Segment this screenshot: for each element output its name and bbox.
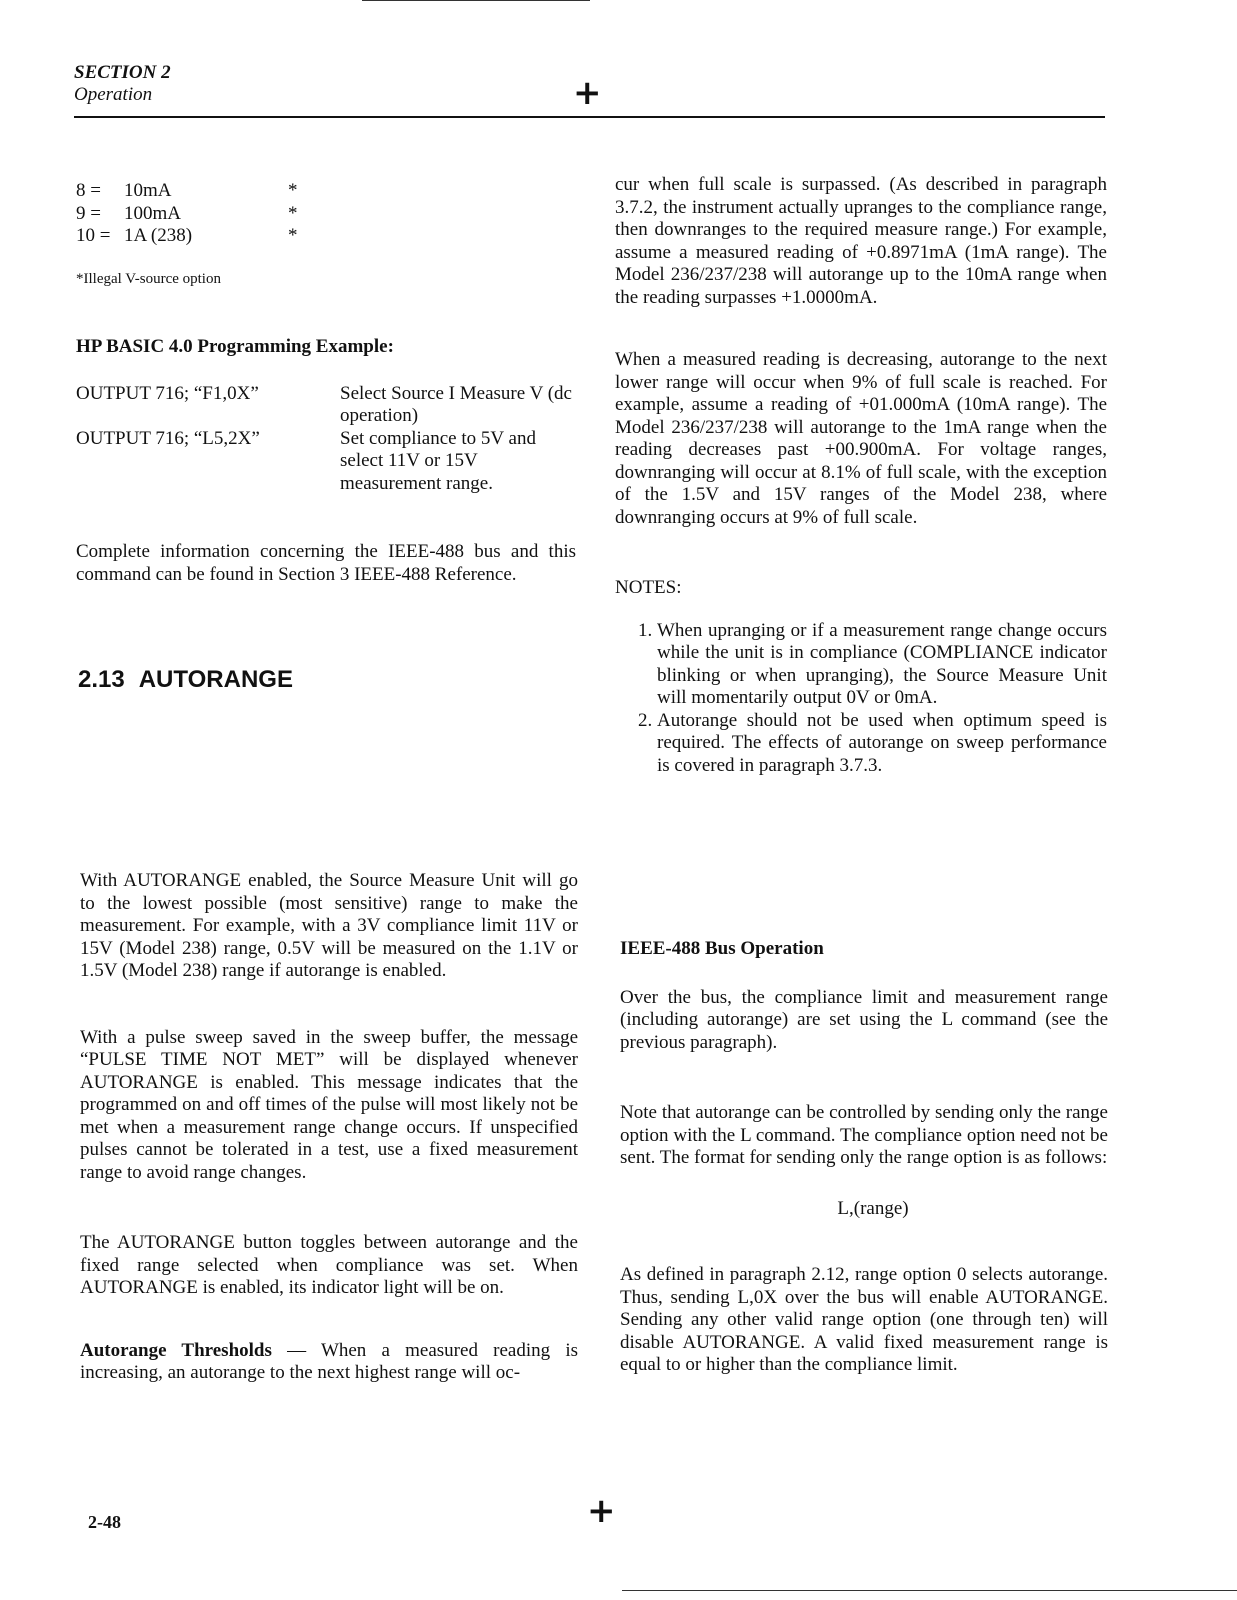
range-value: 100mA xyxy=(124,202,181,224)
right-column-top xyxy=(615,174,1107,777)
example-row xyxy=(76,428,576,496)
table-row xyxy=(76,203,298,226)
registration-mark-top: + xyxy=(573,73,602,113)
autorange-paragraph-2: With a pulse sweep saved in the sweep buffer, the message “PULSE TIME NOT MET” will be displayed whenever AUTORANGE is enabled. This message indicates that the programmed on and off times of the pulse will most likely not be met when a measurement range change occurs. If unspecified pulses cannot be tolerated in a test, use a fixed measurement range to avoid range changes. xyxy=(80,1026,578,1183)
section-number: 2.13 xyxy=(78,666,125,693)
range-code: 10 = xyxy=(76,225,111,246)
table-row xyxy=(76,180,298,203)
range-mark: * xyxy=(288,225,298,246)
decreasing-paragraph: When a measured reading is decreasing, autorange to the next lower range will occur when 9% of full scale is reached. For example, assume a reading of +01.000mA (10mA range). The Model 236/237/238 will autorange to the 1mA range when the reading decreases past +00.900mA. For voltage ranges, downranging will occur at 8.1% of full scale, with the exception of the 1.5V and 15V ranges of the Model 238, where downranging occurs at 9% of full scale. xyxy=(615,349,1107,528)
ieee-paragraph-2: Note that autorange can be controlled by sending only the range option with the L command. The compliance option need not be sent. The format for sending only the range option is as follows: xyxy=(620,1102,1108,1168)
thresholds-paragraph xyxy=(80,1340,578,1385)
table-row xyxy=(76,225,298,248)
autorange-paragraph-3: The AUTORANGE button toggles between autorange and the fixed range selected when compliance was set. When AUTORANGE is enabled, its indicator light will be on. xyxy=(80,1232,578,1298)
example-command: OUTPUT 716; “F1,0X” xyxy=(76,382,259,404)
section-title: Operation xyxy=(74,84,153,105)
footnote: *Illegal V-source option xyxy=(76,270,221,287)
range-code: 8 = xyxy=(76,180,101,201)
threshold-continuation: cur when full scale is surpassed. (As described in paragraph 3.7.2, the instrument actually upranges to the compliance range, then downranges to the required measure range.) For example, assume a measured reading of +0.8971mA (1mA range). The Model 236/237/238 will autorange up to the 10mA range when the reading surpasses +1.0000mA. xyxy=(615,174,1107,308)
range-value: 1A (238) xyxy=(124,225,193,246)
range-mark: * xyxy=(288,180,298,201)
autorange-paragraph-1: With AUTORANGE enabled, the Source Measure Unit will go to the lowest possible (most sensitive) range to make the measurement. For example, with a 3V compliance limit 11V or 15V (Model 238) range, 0.5V will be measured on the 1.1V or 1.5V (Model 238) range if autorange is enabled. xyxy=(80,870,578,981)
thresholds-text: — When a measured reading is increasing, an autorange to the next highest range will oc- xyxy=(80,1339,578,1383)
list-item: 1. When upranging or if a measurement range change occurs while the unit is in compliance (COMPLIANCE indicator blinking or when upranging), the Source Measure Unit will momentarily output 0V or 0mA. xyxy=(657,620,1107,710)
example-description: Set compliance to 5V and select 11V or 15V measurement range. xyxy=(340,427,536,494)
range-code: 9 = xyxy=(76,202,101,224)
example-row xyxy=(76,383,576,428)
right-column-bottom xyxy=(620,938,1108,1377)
range-format: L,(range) xyxy=(837,1197,909,1219)
ieee-paragraph-1: Over the bus, the compliance limit and measurement range (including autorange) are set using the L command (see the previous paragraph). xyxy=(620,986,1108,1053)
section-heading-title: AUTORANGE xyxy=(138,666,293,693)
section-heading xyxy=(78,666,293,694)
registration-mark-bottom: + xyxy=(587,1491,616,1531)
page-number: 2-48 xyxy=(88,1512,121,1532)
thresholds-title: Autorange Thresholds xyxy=(80,1339,272,1361)
ieee-heading: IEEE-488 Bus Operation xyxy=(620,938,824,959)
left-column-top xyxy=(76,180,576,586)
section-label: SECTION 2 xyxy=(74,62,171,83)
header-rule xyxy=(74,116,1105,118)
notes-label: NOTES: xyxy=(615,577,682,598)
example-description: Select Source I Measure V (dc operation) xyxy=(340,382,572,426)
programming-examples xyxy=(76,383,576,496)
example-command: OUTPUT 716; “L5,2X” xyxy=(76,427,260,449)
bottom-edge-rule xyxy=(622,1590,1237,1591)
hp-basic-heading: HP BASIC 4.0 Programming Example: xyxy=(76,336,394,357)
range-value: 10mA xyxy=(124,180,172,201)
range-table xyxy=(76,180,298,248)
section-header xyxy=(74,62,171,106)
range-mark: * xyxy=(288,202,298,224)
ieee-paragraph-3: As defined in paragraph 2.12, range option 0 selects autorange. Thus, sending L,0X over the bus will enable AUTORANGE. Sending any other valid range option (one through ten) will disable AUTORANGE. A valid fixed measurement range is equal to or higher than the compliance limit. xyxy=(620,1264,1108,1375)
complete-info-paragraph: Complete information concerning the IEEE-488 bus and this command can be found in Section 3 IEEE-488 Reference. xyxy=(76,541,576,585)
notes-list xyxy=(615,620,1107,778)
list-item: 2. Autorange should not be used when optimum speed is required. The effects of autorange on sweep performance is covered in paragraph 3.7.3. xyxy=(657,710,1107,778)
top-edge-rule xyxy=(362,0,590,1)
left-column-body xyxy=(80,870,578,1385)
